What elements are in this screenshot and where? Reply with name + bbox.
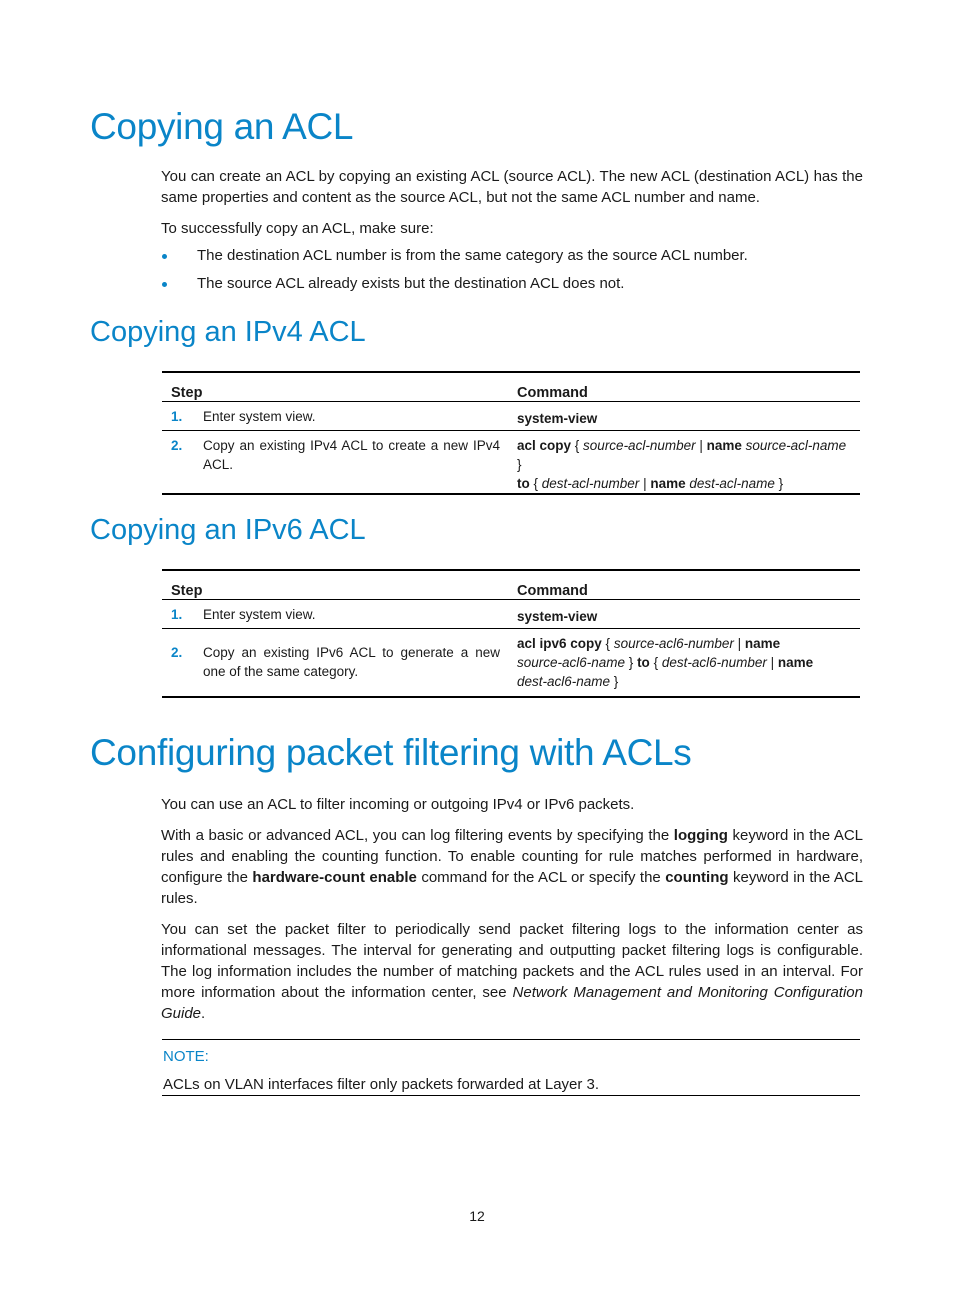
syntax-brace: { [571, 438, 584, 453]
command-keyword: name [744, 636, 781, 651]
note-text: ACLs on VLAN interfaces filter only packets forwarded at Layer 3. [163, 1076, 600, 1093]
command-cell [508, 600, 860, 629]
table-row [162, 629, 860, 697]
paragraph-1: You can use an ACL to filter incoming or outgoing IPv4 or IPv6 packets. [161, 796, 635, 813]
column-header-command: Command [508, 570, 860, 600]
bullet-dot-icon [162, 254, 167, 259]
paragraph-text: keyword in the ACL rules and enabling the counting function. To enable counting for rule matches performed in hardware, configure the [161, 827, 864, 886]
page-title-copying-acl: Copying an ACL [90, 106, 354, 147]
heading-configuring-packet-filtering: Configuring packet filtering with ACLs [90, 732, 692, 773]
lead-paragraph: To successfully copy an ACL, make sure: [161, 220, 434, 237]
command-cell [508, 629, 860, 697]
ipv4-steps-table [162, 371, 860, 495]
step-text: Enter system view. [203, 607, 316, 622]
command-keyword: to [517, 476, 530, 491]
table-row [162, 402, 860, 431]
syntax-brace: } [774, 476, 784, 491]
step-number: 1. [171, 607, 183, 622]
paragraph-3 [161, 919, 863, 1024]
step-cell [162, 600, 508, 629]
heading-copying-ipv6-acl: Copying an IPv6 ACL [90, 514, 366, 546]
keyword-logging: logging [673, 827, 728, 844]
note-bottom-divider [162, 1095, 860, 1096]
command-keyword: system-view [517, 411, 598, 426]
command-keyword: name [650, 476, 686, 491]
command-keyword: system-view [517, 609, 598, 624]
page-number: 12 [469, 1208, 485, 1224]
table-row [162, 600, 860, 629]
command-cell [508, 431, 860, 495]
step-number: 1. [171, 409, 183, 424]
step-text: Enter system view. [203, 409, 316, 424]
syntax-brace: } [517, 457, 522, 472]
step-cell [162, 629, 508, 697]
command-argument: dest-acl-name [685, 476, 775, 491]
syntax-brace: { [529, 476, 542, 491]
column-header-command: Command [508, 372, 860, 402]
table-row [162, 431, 860, 495]
bullet-dot-icon [162, 282, 167, 287]
command-keyword: acl ipv6 copy [517, 636, 602, 651]
note-label: NOTE: [163, 1048, 209, 1065]
command-argument: source-acl-name [741, 438, 847, 453]
paragraph-text: . [201, 1005, 206, 1022]
paragraph-2 [161, 825, 863, 909]
table-header-row [162, 570, 860, 600]
note-top-divider [162, 1039, 860, 1040]
keyword-counting: counting [665, 869, 729, 886]
step-text: Copy an existing IPv4 ACL to create a new IPv4 ACL. [203, 438, 500, 472]
command-keyword: acl copy [517, 438, 572, 453]
intro-paragraph: You can create an ACL by copying an existing ACL (source ACL). The new ACL (destination ACL) has the same properties and content as the source ACL, but not the same ACL number and name. [161, 168, 863, 206]
command-argument: source-acl6-name [517, 655, 626, 670]
syntax-separator: | [733, 636, 745, 651]
step-text: Copy an existing IPv6 ACL to generate a new one of the same category. [203, 645, 500, 680]
step-cell [162, 402, 508, 431]
paragraph-text: command for the ACL or specify the [416, 869, 666, 886]
command-argument: dest-acl6-name [517, 674, 611, 689]
bullet-text: The source ACL already exists but the destination ACL does not. [197, 275, 625, 292]
bullet-text: The destination ACL number is from the same category as the source ACL number. [197, 247, 748, 264]
command-argument: dest-acl6-number [661, 655, 767, 670]
syntax-brace: { [649, 655, 662, 670]
command-cell [508, 402, 860, 431]
syntax-separator: | [766, 655, 778, 670]
ipv6-steps-table [162, 569, 860, 698]
syntax-brace: } [610, 674, 619, 689]
step-cell [162, 431, 508, 495]
column-header-step: Step [162, 372, 508, 402]
command-argument: dest-acl-number [541, 476, 640, 491]
step-number: 2. [171, 645, 183, 661]
command-argument: source-acl6-number [613, 636, 734, 651]
guide-reference: Network Management and Monitoring Configuration Guide [161, 984, 863, 1022]
keyword-hardware-count-enable: hardware-count enable [252, 869, 417, 886]
command-keyword: to [637, 655, 650, 670]
syntax-separator: | [639, 476, 651, 491]
syntax-brace: { [601, 636, 614, 651]
syntax-brace: } [625, 655, 638, 670]
command-argument: source-acl-number [583, 438, 696, 453]
paragraph-text: keyword in the ACL rules. [161, 869, 863, 907]
syntax-separator: | [695, 438, 707, 453]
table-header-row [162, 372, 860, 402]
command-keyword: name [706, 438, 742, 453]
paragraph-text: You can set the packet filter to periodically send packet filtering logs to the information center as informational messages. The interval for generating and outputting packet filtering logs is configurable. The log information includes the number of matching packets and the ACL rules used in an interval. For more information about the information center, see [161, 921, 863, 1001]
step-number: 2. [171, 438, 183, 453]
command-keyword: name [777, 655, 814, 670]
paragraph-text: With a basic or advanced ACL, you can log filtering events by specifying the [161, 827, 674, 844]
heading-copying-ipv4-acl: Copying an IPv4 ACL [90, 316, 366, 348]
column-header-step: Step [162, 570, 508, 600]
